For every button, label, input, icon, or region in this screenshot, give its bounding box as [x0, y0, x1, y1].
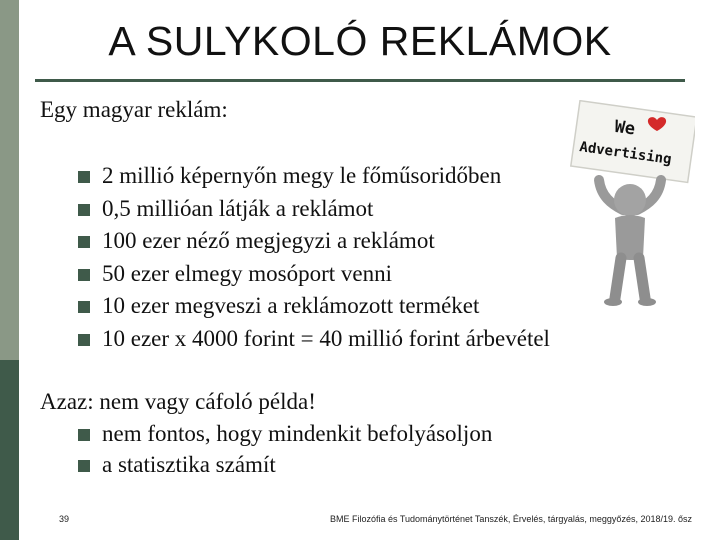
list-item [78, 258, 550, 291]
square-bullet-icon [78, 460, 90, 472]
we-love-advertising-figure-icon [565, 100, 695, 308]
sidebar-decoration-bottom [0, 360, 19, 540]
sign-text-we: We [613, 116, 637, 140]
bullet-text: 2 millió képernyőn megy le főműsoridőben [102, 163, 502, 188]
list-item [78, 160, 550, 193]
square-bullet-icon [78, 334, 90, 346]
footer-text: BME Filozófia és Tudománytörténet Tanszék, Érvelés, tárgyalás, meggyőzés, 2018/19. ősz [329, 514, 692, 524]
sidebar-decoration-top [0, 0, 19, 360]
square-bullet-icon [78, 171, 90, 183]
square-bullet-icon [78, 429, 90, 441]
bullet-text: 100 ezer néző megjegyzi a reklámot [102, 228, 435, 253]
page-number: 39 [59, 514, 70, 524]
square-bullet-icon [78, 236, 90, 248]
bullet-text: 0,5 millióan látják a reklámot [102, 195, 374, 221]
list-item [78, 225, 550, 258]
title-underline [35, 79, 685, 82]
square-bullet-icon [78, 301, 90, 313]
sign-text-advertising: Advertising [578, 139, 673, 168]
bullet-text: 50 ezer elmegy mosóport venni [102, 260, 392, 286]
intro-text: Egy magyar reklám: [40, 97, 228, 122]
list-item [78, 449, 492, 480]
conclusion-text: Azaz: nem vagy cáfoló példa! [40, 389, 316, 414]
bullet-list [78, 160, 550, 355]
bullet-text: 10 ezer megveszi a reklámozott terméket [102, 293, 480, 318]
square-bullet-icon [78, 204, 90, 216]
bullet-text: 10 ezer x 4000 forint = 40 millió forint árbevétel [102, 325, 550, 351]
sub-bullet-text: nem fontos, hogy mindenkit befolyásoljon [102, 421, 493, 446]
list-item [78, 290, 550, 323]
list-item [78, 193, 550, 226]
list-item [78, 323, 550, 356]
sub-bullet-list [78, 418, 492, 480]
square-bullet-icon [78, 269, 90, 281]
sub-bullet-text: a statisztika számít [102, 452, 276, 477]
slide-title: A SULYKOLÓ REKLÁMOK [108, 18, 612, 64]
list-item [78, 418, 492, 449]
